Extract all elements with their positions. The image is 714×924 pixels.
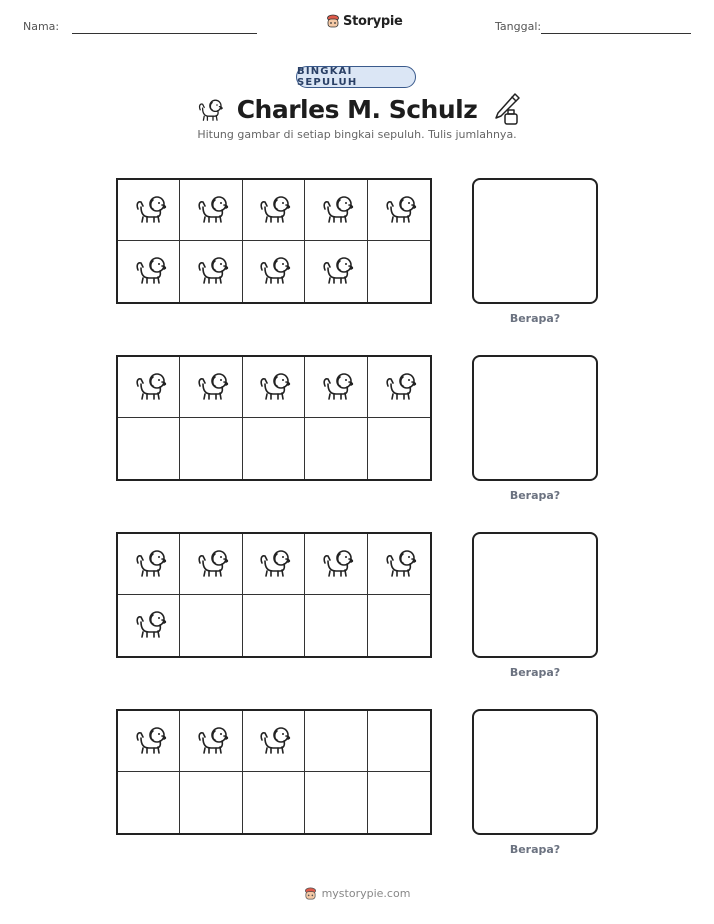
frame-cell-filled (243, 711, 305, 772)
date-label: Tanggal: (495, 20, 542, 33)
dog-icon (253, 369, 293, 406)
pen-and-ink-icon (489, 92, 521, 126)
frame-cell-filled (118, 711, 180, 772)
answer-prompt: Berapa? (509, 843, 561, 856)
dog-icon (379, 546, 419, 583)
frame-cell-filled (180, 241, 242, 302)
frame-cell-filled (118, 180, 180, 241)
dog-icon (129, 253, 169, 290)
frame-cell-filled (243, 357, 305, 418)
answer-prompt: Berapa? (509, 489, 561, 502)
answer-prompt: Berapa? (509, 312, 561, 325)
frame-cell-empty (368, 772, 430, 833)
dog-icon (129, 546, 169, 583)
storypie-mascot-icon (326, 13, 340, 29)
page-title: Charles M. Schulz (236, 94, 478, 124)
frame-cell-empty (305, 595, 367, 656)
dog-icon (316, 253, 356, 290)
dog-icon (253, 546, 293, 583)
ten-frame (116, 532, 432, 658)
frame-cell-filled (180, 357, 242, 418)
frame-cell-filled (180, 534, 242, 595)
frame-cell-filled (118, 534, 180, 595)
footer (0, 886, 714, 901)
frame-cell-filled (305, 241, 367, 302)
dog-icon (129, 192, 169, 229)
instructions: Hitung gambar di setiap bingkai sepuluh. Tulis jumlahnya. (197, 128, 517, 141)
frame-cell-filled (118, 595, 180, 656)
dog-icon (316, 546, 356, 583)
dog-icon (316, 192, 356, 229)
frame-cell-empty (305, 772, 367, 833)
title-row (0, 88, 714, 130)
dog-icon (191, 546, 231, 583)
frame-cell-filled (368, 180, 430, 241)
frame-cell-empty (243, 772, 305, 833)
name-line[interactable] (72, 33, 257, 34)
frame-cell-filled (305, 357, 367, 418)
storypie-mascot-icon (304, 886, 317, 901)
frame-cell-empty (180, 595, 242, 656)
dog-icon (129, 723, 169, 760)
frame-cell-filled (368, 357, 430, 418)
ten-frame (116, 355, 432, 481)
answer-box[interactable] (472, 709, 598, 835)
dog-icon (253, 192, 293, 229)
frame-cell-filled (243, 241, 305, 302)
dog-icon (379, 369, 419, 406)
brand-name: Storypie (343, 13, 403, 29)
frame-cell-empty (368, 711, 430, 772)
dog-icon (191, 723, 231, 760)
dog-icon (129, 607, 169, 644)
answer-prompt: Berapa? (509, 666, 561, 679)
brand-logo (326, 13, 403, 29)
name-label: Nama: (23, 20, 60, 33)
dog-icon (191, 369, 231, 406)
worksheet-type-badge: BINGKAI SEPULUH (296, 66, 416, 88)
dog-icon (253, 723, 293, 760)
dog-icon (129, 369, 169, 406)
dog-icon (316, 369, 356, 406)
frame-cell-empty (368, 418, 430, 479)
frame-cell-empty (118, 772, 180, 833)
dog-icon (191, 253, 231, 290)
ten-frame (116, 178, 432, 304)
frame-cell-empty (118, 418, 180, 479)
frame-cell-filled (180, 711, 242, 772)
frame-cell-empty (305, 711, 367, 772)
frame-cell-empty (305, 418, 367, 479)
dog-icon (253, 253, 293, 290)
dog-icon (193, 96, 225, 122)
frame-cell-filled (243, 534, 305, 595)
frame-cell-filled (118, 357, 180, 418)
ten-frame (116, 709, 432, 835)
frame-cell-filled (180, 180, 242, 241)
frame-cell-empty (368, 241, 430, 302)
frame-cell-empty (243, 595, 305, 656)
frame-cell-empty (180, 418, 242, 479)
frame-cell-filled (368, 534, 430, 595)
frame-cell-filled (305, 534, 367, 595)
frame-cell-filled (118, 241, 180, 302)
answer-box[interactable] (472, 532, 598, 658)
frame-cell-empty (180, 772, 242, 833)
frame-cell-filled (305, 180, 367, 241)
answer-box[interactable] (472, 355, 598, 481)
frame-cell-empty (243, 418, 305, 479)
date-line[interactable] (541, 33, 691, 34)
dog-icon (191, 192, 231, 229)
answer-box[interactable] (472, 178, 598, 304)
dog-icon (379, 192, 419, 229)
frame-cell-filled (243, 180, 305, 241)
frame-cell-empty (368, 595, 430, 656)
footer-url: mystorypie.com (321, 887, 411, 900)
